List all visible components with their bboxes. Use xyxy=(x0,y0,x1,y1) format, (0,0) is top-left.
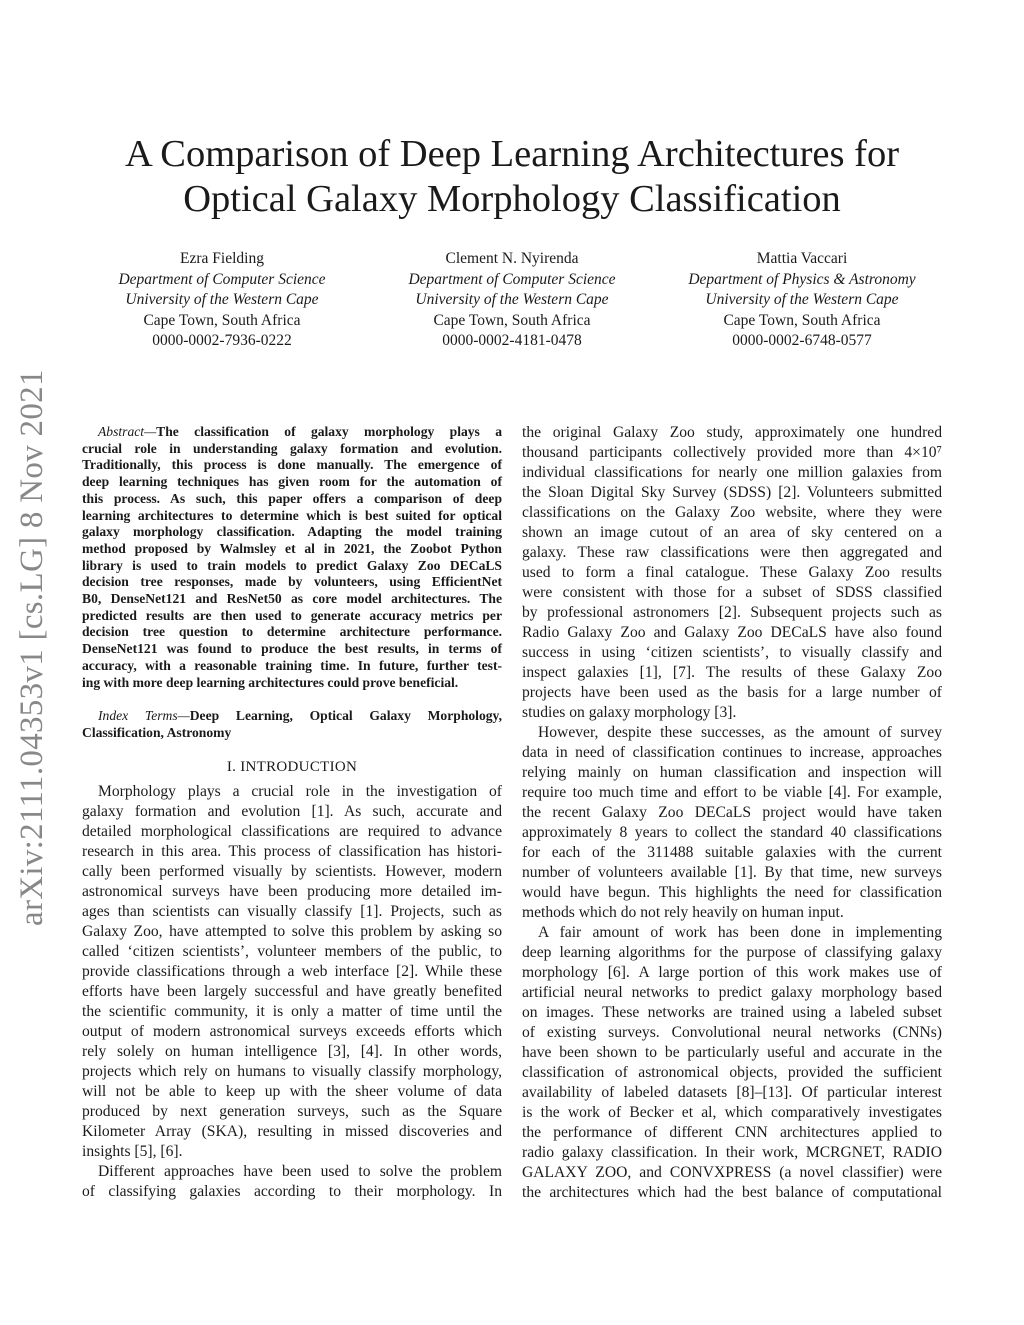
text-line: thousand participants collectively provided more than 4×10⁷ xyxy=(522,444,942,461)
abstract-line xyxy=(82,658,502,675)
paragraph xyxy=(82,1162,502,1202)
text-line: Radio Galaxy Zoo and Galaxy Zoo DECaLS have also found xyxy=(522,624,942,641)
text-line: require too much time and effort to be viable [4]. For example, xyxy=(522,784,942,801)
text-line: relying mainly on human classification and inspection will xyxy=(522,764,942,781)
text-line: the recent Galaxy Zoo DECaLS project would have taken xyxy=(522,804,942,821)
abstract-text: Traditionally, this process is done manually. The emergence of xyxy=(82,457,502,473)
author-orcid: 0000-0002-4181-0478 xyxy=(442,332,582,349)
author-dept: Department of Computer Science xyxy=(118,270,326,288)
text-line: methods which do not rely heavily on human input. xyxy=(522,904,844,921)
index-terms-line xyxy=(82,725,502,742)
abstract-text: deep learning techniques has given room for the automation of xyxy=(82,474,502,490)
abstract-text: galaxy morphology classification. Adapting the model training xyxy=(82,524,502,540)
text-line: deep learning algorithms for the purpose of classifying galaxy xyxy=(522,944,942,961)
text-line: produced by next generation surveys, such as the Square xyxy=(82,1103,502,1120)
author-card xyxy=(372,249,652,352)
text-line: insights [5], [6]. xyxy=(82,1143,183,1160)
index-terms-text: Deep Learning, Optical Galaxy Morphology, xyxy=(189,708,502,723)
text-line: will not be able to keep up with the sheer volume of data xyxy=(82,1083,502,1100)
left-column-body xyxy=(82,782,502,1202)
author-univ: University of the Western Cape xyxy=(125,291,319,308)
text-line: efforts have been largely successful and have greatly benefited xyxy=(82,983,502,1000)
abstract-line xyxy=(82,508,502,525)
author-dept: Department of Computer Science xyxy=(408,270,616,288)
author-name: Mattia Vaccari xyxy=(756,250,848,267)
text-line: galaxy. These raw classifications were then aggregated and xyxy=(522,544,942,561)
text-line: provide classifications through a web interface [2]. While these xyxy=(82,963,502,980)
text-line: cally been performed visually by scientists. However, modern xyxy=(82,863,502,880)
abstract-text: this process. As such, this paper offers a comparison of deep xyxy=(82,490,502,506)
text-line: However, despite these successes, as the amount of survey xyxy=(538,724,942,741)
text-line: GALAXY ZOO, and CONVXPRESS (a novel classifier) were xyxy=(522,1164,942,1181)
text-line: inspect galaxies [1], [7]. The results of these Galaxy Zoo xyxy=(522,664,942,681)
text-line: success in using ‘citizen scientists’, to visually classify and xyxy=(522,644,942,661)
text-line: is the work of Becker et al, which comparatively investigates xyxy=(522,1104,942,1121)
title-line: A Comparison of Deep Learning Architectures for xyxy=(124,133,900,175)
text-line: astronomical surveys have been producing more detailed im- xyxy=(82,883,502,900)
author-univ: University of the Western Cape xyxy=(705,291,899,308)
text-line: Different approaches have been used to solve the problem xyxy=(98,1163,502,1180)
right-column-body xyxy=(522,423,942,1203)
text-line: have been shown to be particularly useful and accurate in the xyxy=(522,1044,942,1061)
abstract-text: accuracy, with a reasonable training time. In future, further test- xyxy=(82,657,502,673)
text-line: approximately 8 years to collect the standard 40 classifications xyxy=(522,824,942,841)
text-line: artificial neural networks to predict galaxy morphology based xyxy=(522,984,942,1001)
text-line: of classifying galaxies according to their morphology. In xyxy=(82,1183,502,1200)
text-line: classifications on the Galaxy Zoo website, where they were xyxy=(522,504,942,521)
abstract-line xyxy=(82,541,502,558)
author-univ: University of the Western Cape xyxy=(415,291,609,308)
text-line: the Sloan Digital Sky Survey (SDSS) [2]. Volunteers submitted xyxy=(522,484,942,501)
text-line: Kilometer Array (SKA), resulting in missed discoveries and xyxy=(82,1123,502,1140)
author-block xyxy=(82,249,942,352)
text-line: Morphology plays a crucial role in the investigation of xyxy=(98,783,502,800)
text-line: projects which rely on humans to visually classify morphology, xyxy=(82,1063,502,1080)
text-line: the architectures which had the best balance of computational xyxy=(522,1184,942,1201)
author-card xyxy=(662,249,942,352)
abstract-line xyxy=(82,424,502,441)
abstract-line xyxy=(82,675,502,692)
text-line: studies on galaxy morphology [3]. xyxy=(522,704,737,721)
paragraph xyxy=(82,782,502,1162)
text-line: morphology [6]. A large portion of this work makes use of xyxy=(522,964,942,981)
text-line: on images. These networks are trained using a labeled subset xyxy=(522,1004,942,1021)
author-card xyxy=(82,249,362,352)
abstract-text: crucial role in understanding galaxy formation and evolution. xyxy=(82,440,502,456)
author-orcid: 0000-0002-7936-0222 xyxy=(152,332,292,349)
text-line: would have begun. This highlights the need for classification xyxy=(522,884,942,901)
text-line: by professional astronomers [2]. Subsequent projects such as xyxy=(522,604,942,621)
text-line: ages than scientists can visually classify [1]. Projects, such as xyxy=(82,903,502,920)
abstract-text: predicted results are then used to generate accuracy metrics per xyxy=(82,607,502,623)
text-line: research in this area. This process of classification has histori- xyxy=(82,843,502,860)
paragraph xyxy=(522,923,942,1203)
abstract-text: ing with more deep learning architectures could prove beneficial. xyxy=(82,674,459,690)
abstract-text: method proposed by Walmsley et al in 2021, the Zoobot Python xyxy=(82,540,502,556)
text-line: galaxy formation and evolution [1]. As such, accurate and xyxy=(82,803,502,820)
abstract-line xyxy=(82,641,502,658)
abstract-label: Abstract— xyxy=(98,424,157,439)
index-terms-label: Index Terms— xyxy=(98,708,190,723)
paragraph xyxy=(522,423,942,723)
text-line: radio galaxy classification. In their work, MCRGNET, RADIO xyxy=(522,1144,942,1161)
text-line: output of modern astronomical surveys exceeds efforts which xyxy=(82,1023,502,1040)
text-line: called ‘citizen scientists’, volunteer members of the public, to xyxy=(82,943,502,960)
text-line: used to form a final catalogue. These Galaxy Zoo results xyxy=(522,564,942,581)
author-dept: Department of Physics & Astronomy xyxy=(688,270,916,288)
abstract xyxy=(82,424,502,691)
text-line: classification of astronomical objects, provided the sufficient xyxy=(522,1064,942,1081)
index-terms-text: Classification, Astronomy xyxy=(82,724,232,740)
author-orcid: 0000-0002-6748-0577 xyxy=(732,332,872,349)
text-line: the scientific community, it is only a matter of time until the xyxy=(82,1003,502,1020)
author-name: Ezra Fielding xyxy=(180,250,264,267)
abstract-line xyxy=(82,591,502,608)
paper-title xyxy=(0,132,1024,222)
abstract-line xyxy=(82,457,502,474)
abstract-text: decision tree question to determine architecture performance. xyxy=(82,624,502,640)
arxiv-identifier: arXiv:2111.04353v1 [cs.LG] 8 Nov 2021 xyxy=(14,369,50,926)
abstract-line xyxy=(82,558,502,575)
text-line: of existing surveys. Convolutional neural networks (CNNs) xyxy=(522,1024,942,1041)
paragraph xyxy=(522,723,942,923)
index-terms-line xyxy=(82,708,502,725)
abstract-text: B0, DenseNet121 and ResNet50 as core model architectures. The xyxy=(82,591,502,607)
text-line: A fair amount of work has been done in implementing xyxy=(538,924,942,941)
abstract-line xyxy=(82,441,502,458)
author-loc: Cape Town, South Africa xyxy=(433,311,591,329)
text-line: for each of the 311488 suitable galaxies with the current xyxy=(522,844,942,861)
text-line: projects have been used as the basis for a large number of xyxy=(522,684,942,701)
abstract-text: library is used to train models to predict Galaxy Zoo DECaLS xyxy=(82,557,502,573)
author-loc: Cape Town, South Africa xyxy=(723,311,881,329)
text-line: rely solely on human intelligence [3], [4]. In other words, xyxy=(82,1043,502,1060)
abstract-text: learning architectures to determine which is best suited for optical xyxy=(82,507,502,523)
abstract-line xyxy=(82,524,502,541)
text-line: data in need of classification continues to increase, approaches xyxy=(522,744,942,761)
text-line: number of volunteers available [1]. By that time, new surveys xyxy=(522,864,942,881)
abstract-text: The classification of galaxy morphology plays a xyxy=(156,424,502,439)
index-terms xyxy=(82,708,502,741)
abstract-text: DenseNet121 was found to produce the best results, in terms of xyxy=(82,641,502,657)
author-loc: Cape Town, South Africa xyxy=(143,311,301,329)
text-line: Galaxy Zoo, have attempted to solve this problem by asking so xyxy=(82,923,502,940)
abstract-line xyxy=(82,624,502,641)
abstract-line xyxy=(82,574,502,591)
text-line: detailed morphological classifications are required to advance xyxy=(82,823,502,840)
section-heading: I. INTRODUCTION xyxy=(226,759,358,775)
text-line: the performance of different CNN architectures applied to xyxy=(522,1124,942,1141)
text-line: the original Galaxy Zoo study, approximately one hundred xyxy=(522,424,942,441)
abstract-line xyxy=(82,491,502,508)
title-line: Optical Galaxy Morphology Classification xyxy=(183,178,841,220)
text-line: availability of labeled datasets [8]–[13]. Of particular interest xyxy=(522,1084,942,1101)
abstract-line xyxy=(82,608,502,625)
text-line: individual classifications for nearly one million galaxies from xyxy=(522,464,942,481)
text-line: were consistent with those for a subset of SDSS classified xyxy=(522,584,942,601)
abstract-line xyxy=(82,474,502,491)
text-line: shown an image cutout of an area of sky centered on a xyxy=(522,524,942,541)
author-name: Clement N. Nyirenda xyxy=(445,250,579,267)
abstract-text: decision tree responses, made by volunteers, using EfficientNet xyxy=(82,574,502,590)
